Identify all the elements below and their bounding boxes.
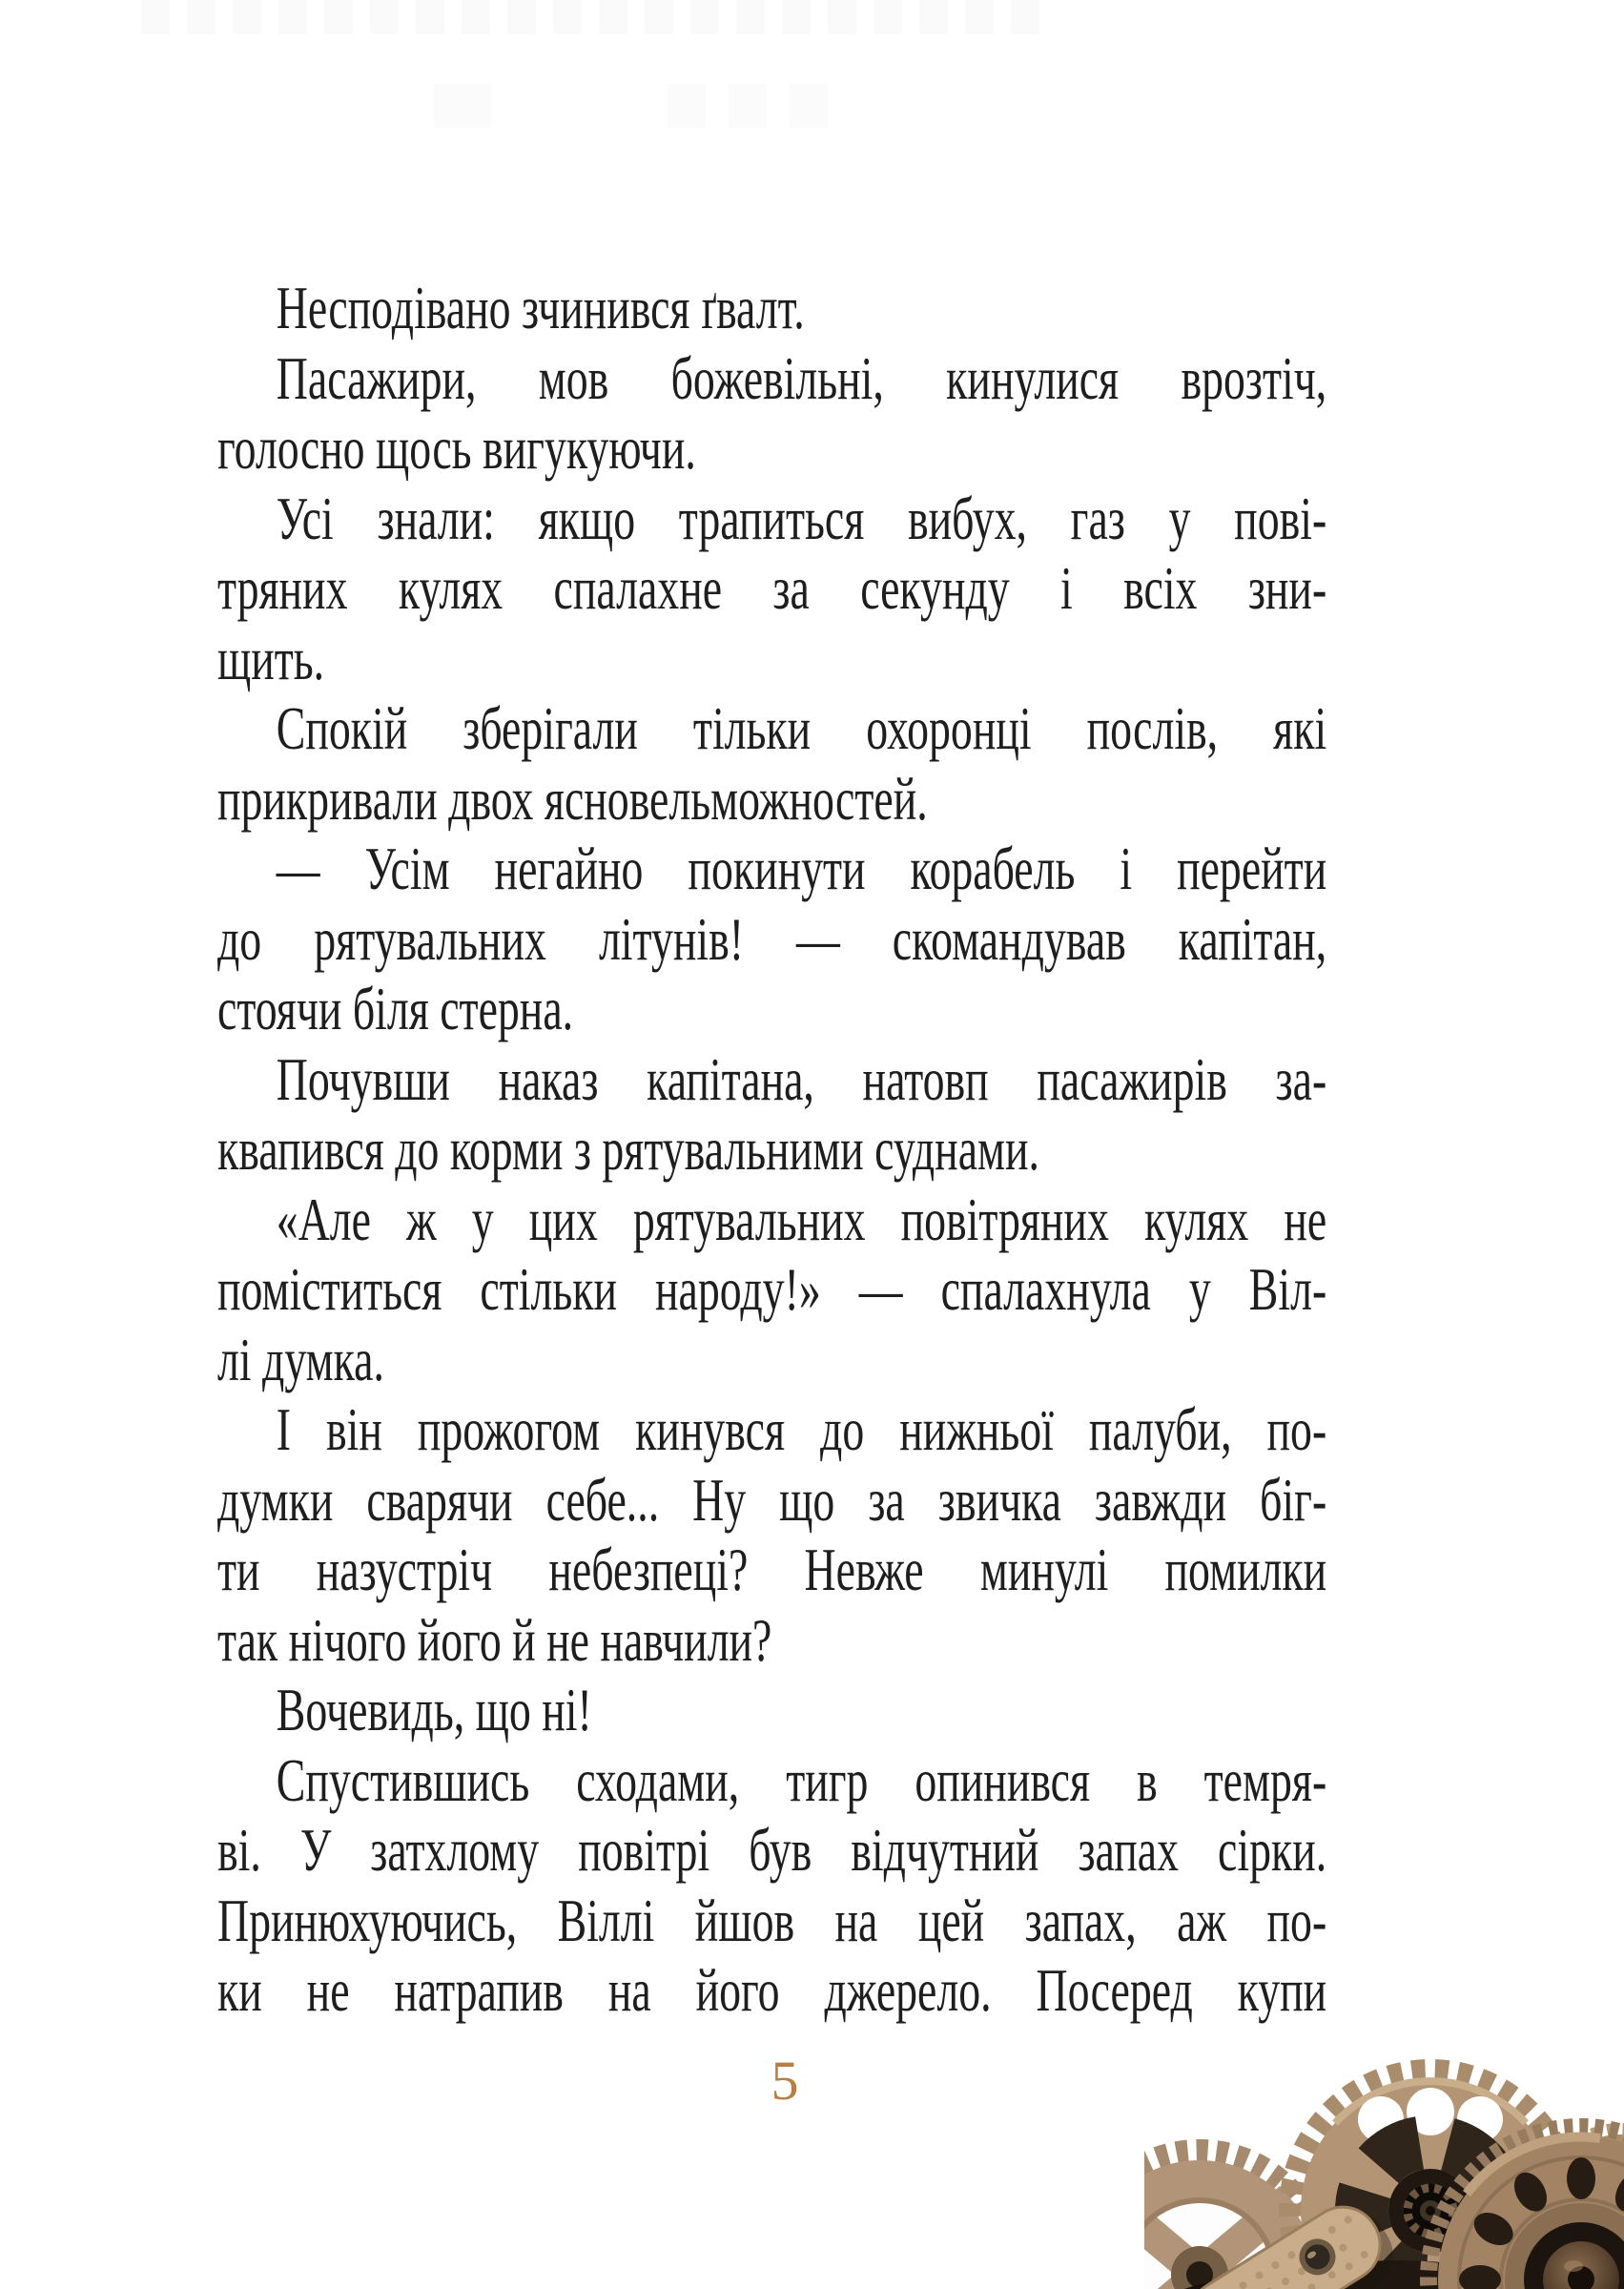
text-line: — Усім негайно покинути корабель і перейти [276, 835, 1327, 902]
scan-artifact [668, 84, 849, 128]
text-line: ки не натрапив на його джерело. Посеред купи [217, 1957, 1327, 2024]
text-line: ти назустріч небезпеці? Невже минулі помилки [217, 1536, 1327, 1603]
text-line: Принюхуючись, Віллі йшов на цей запах, аж по- [217, 1887, 1327, 1954]
text-line: прикривали двох ясновельможностей. [217, 765, 928, 833]
text-line: «Але ж у цих рятувальних повітряних кулях не [276, 1186, 1327, 1253]
text-line: щить. [217, 625, 325, 692]
text-line: Вочевидь, що ні! [276, 1677, 592, 1743]
text-line: тряних кулях спалахне за секунду і всіх зни- [217, 555, 1327, 622]
page-number: 5 [771, 2050, 799, 2112]
text-line: Усі знали: якщо трапиться вибух, газ у пові- [276, 485, 1327, 552]
text-line: лі думка. [217, 1326, 384, 1393]
text-line: так нічого його й не навчили? [217, 1606, 772, 1674]
text-line: квапився до корми з рятувальними суднами. [217, 1116, 1039, 1183]
text-line: Спустившись сходами, тигр опинився в темря- [276, 1746, 1327, 1814]
text-line: Почувши наказ капітана, натовп пасажирів за- [276, 1045, 1327, 1113]
text-line: І він прожогом кинувся до нижньої палуби, по- [276, 1396, 1327, 1463]
text-line: поміститься стільки народу!» — спалахнула у Віл- [217, 1256, 1327, 1323]
text-line: Несподівано зчинився ґвалт. [276, 275, 805, 341]
text-line: голосно щось вигукуючи. [217, 415, 696, 482]
scan-artifact [141, 0, 1057, 34]
text-line: ві. У затхлому повітрі був відчутний запах сірки. [217, 1817, 1327, 1884]
gears-illustration [1144, 2041, 1624, 2289]
text-line: стоячи біля стерна. [217, 976, 574, 1042]
text-line: думки сварячи себе... Ну що за звичка завжди біг- [217, 1466, 1327, 1534]
scan-artifact [434, 84, 491, 128]
page-text [217, 274, 1326, 2027]
text-line: до рятувальних літунів! — скомандував капітан, [217, 905, 1327, 973]
text-line: Спокій зберігали тільки охоронці послів, які [276, 695, 1327, 762]
text-line: Пасажири, мов божевільні, кинулися врозтіч, [276, 344, 1327, 412]
